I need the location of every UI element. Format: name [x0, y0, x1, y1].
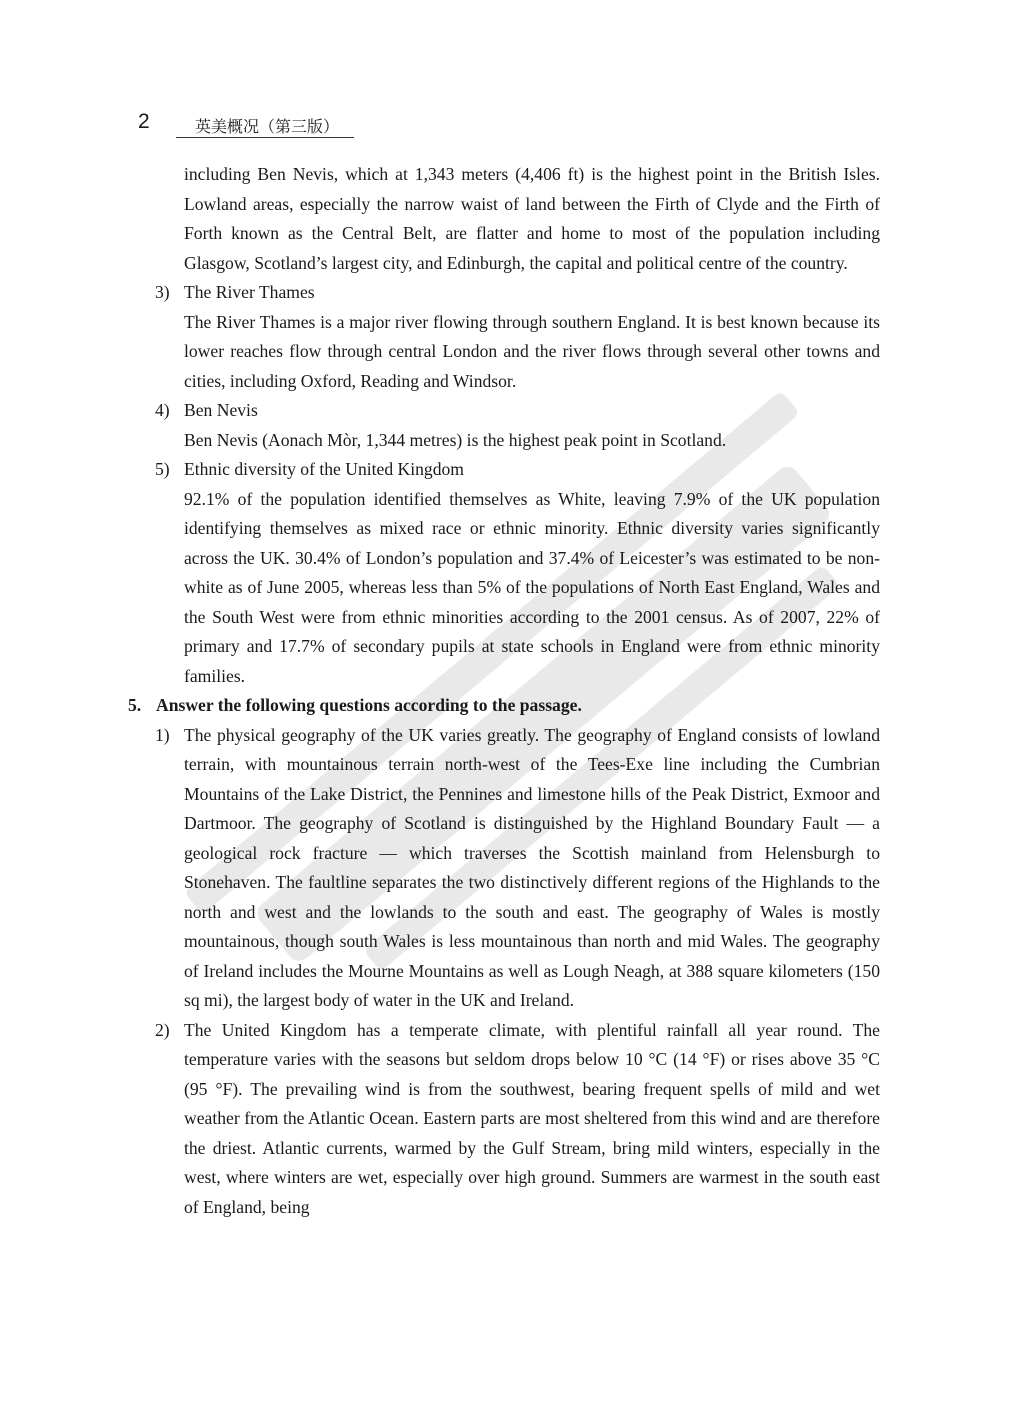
answer-1: [155, 721, 880, 1016]
page-number: 2: [138, 110, 150, 133]
answer-2-text: The United Kingdom has a temperate climate, with plentiful rainfall all year round. The temperature varies with the seasons but seldom drops below 10 °C (14 °F) or rises above 35 °C (95 °F). The prevailing wind is from the southwest, bearing frequent spells of mild and wet weather from the Atlantic Ocean. Eastern parts are most sheltered from this wind and are therefore the driest. Atlantic currents, warmed by the Gulf Stream, bring mild winters, especially in the west, where winters are wet, especially over high ground. Summers are warmest in the south east of England, being: [184, 1019, 880, 1217]
answer-1-text: The physical geography of the UK varies greatly. The geography of England consists of lowland terrain, with mountainous terrain north-west of the Tees-Exe line including the Cumbrian Mountains of the Lake District, the Pennines and limestone hills of the Peak District, Exmoor and Dartmoor. The geography of Scotland is distinguished by the Highland Boundary Fault — a geological rock fracture — which traverses the Scottish mainland from Helensburgh to Stonehaven. The faultline separates the two distinctively different regions of the Highlands to the north and west and the lowlands to the south and east. The geography of Wales is mostly mountainous, though south Wales is less mountainous than north and mid Wales. The geography of Ireland includes the Mourne Mountains as well as Lough Neagh, at 388 square kilometers (150 sq mi), the largest body of water in the UK and Ireland.: [184, 724, 880, 1010]
exercise-5-number: 5.: [128, 695, 142, 715]
note-4-title: [155, 396, 880, 426]
note-4-number: 4): [155, 400, 170, 420]
answer-1-number: 1): [155, 724, 170, 745]
note-3-number: 3): [155, 282, 170, 302]
header-rule: [176, 137, 354, 138]
running-title: 英美概况（第三版）: [195, 117, 340, 136]
note-4-title-text: Ben Nevis: [184, 400, 258, 420]
note-4-text: Ben Nevis (Aonach Mòr, 1,344 metres) is the highest peak point in Scotland.: [184, 429, 727, 450]
exercise-5-title: Answer the following questions according to the passage.: [156, 695, 582, 715]
note-3-title-text: The River Thames: [184, 282, 315, 302]
note-5-text: 92.1% of the population identified themselves as White, leaving 7.9% of the UK population identifying themselves as mixed race or ethnic minority. Ethnic diversity varies significantly across the UK. 30.4% of London’s population and 37.4% of Leicester’s was estimated to be non-white as of June 2005, whereas less than 5% of the populations of North East England, Wales and the South West were from ethnic minorities according to the 2001 census. As of 2007, 22% of primary and 17.7% of secondary pupils at state schools in England were from ethnic minority families.: [184, 488, 880, 686]
note-5-title: [155, 455, 880, 485]
exercise-5-heading: [128, 691, 880, 721]
continuation-paragraph: including Ben Nevis, which at 1,343 meters (4,406 ft) is the highest point in the British Isles. Lowland areas, especially the narrow waist of land between the Firth of Clyde and the Firth of Forth known as the Central Belt, are flatter and home to most of the population including Glasgow, Scotland’s largest city, and Edinburgh, the capital and political centre of the country.: [184, 164, 880, 273]
note-5-number: 5): [155, 459, 170, 479]
note-3-text: The River Thames is a major river flowing through southern England. It is best known because its lower reaches flow through central London and the river flows through several other towns and cities, including Oxford, Reading and Windsor.: [184, 311, 880, 391]
answer-2: [155, 1016, 880, 1223]
note-3-title: [155, 278, 880, 308]
answer-2-number: 2): [155, 1019, 170, 1040]
note-5-title-text: Ethnic diversity of the United Kingdom: [184, 459, 464, 479]
page-body: [128, 160, 880, 1222]
